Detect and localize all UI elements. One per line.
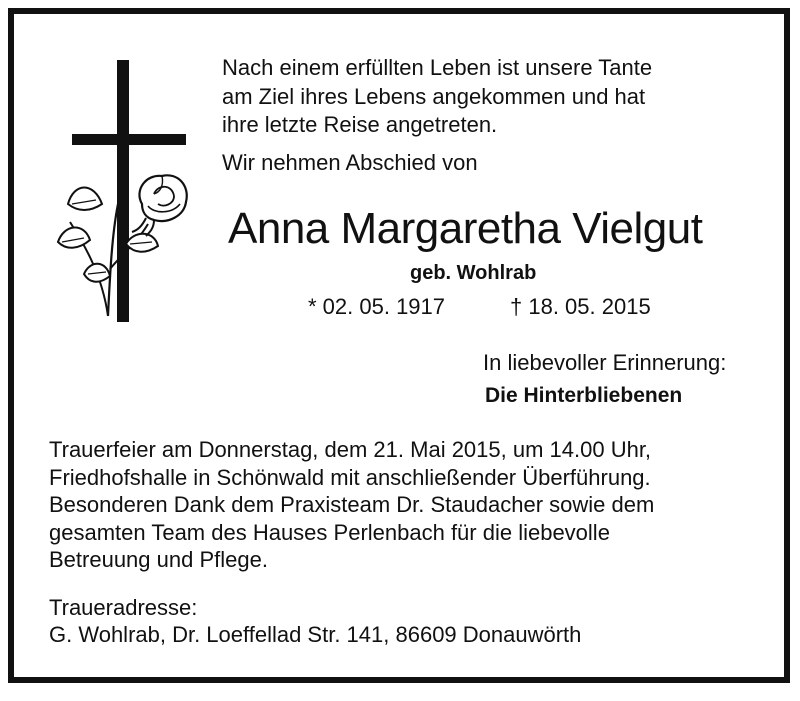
intro-line: ihre letzte Reise angetreten.: [222, 112, 498, 137]
memory-text: In liebevoller Erinnerung:: [483, 350, 727, 375]
notice-line: gesamten Team des Hauses Perlenbach für die liebevolle: [49, 519, 610, 545]
intro-line: am Ziel ihres Lebens angekommen und hat: [222, 83, 646, 109]
birth-date: * 02. 05. 1917: [308, 294, 446, 319]
notice-line: Friedhofshalle in Schönwald mit anschließender Überführung.: [49, 464, 651, 490]
notice-line: Betreuung und Pflege.: [49, 547, 268, 572]
intro-text: [222, 54, 652, 140]
obituary-frame: [8, 8, 790, 683]
deceased-name: Anna Margaretha Vielgut: [228, 204, 703, 253]
mourning-address: G. Wohlrab, Dr. Loeffellad Str. 141, 86609 Donauwörth: [49, 622, 582, 647]
notice-line: Trauerfeier am Donnerstag, dem 21. Mai 2015, um 14.00 Uhr,: [49, 437, 652, 462]
funeral-notice: [49, 436, 654, 574]
cross-with-rose-icon: [50, 54, 200, 334]
farewell-text: Wir nehmen Abschied von: [222, 150, 478, 175]
notice-line: Besonderen Dank dem Praxisteam Dr. Staudacher sowie dem: [49, 492, 655, 517]
maiden-name: geb. Wohlrab: [410, 262, 537, 284]
intro-line: Nach einem erfüllten Leben ist unsere Tante: [222, 55, 653, 80]
bereaved-signature: Die Hinterbliebenen: [485, 384, 683, 407]
death-date: † 18. 05. 2015: [510, 294, 651, 319]
address-label: Traueradresse:: [49, 595, 198, 620]
